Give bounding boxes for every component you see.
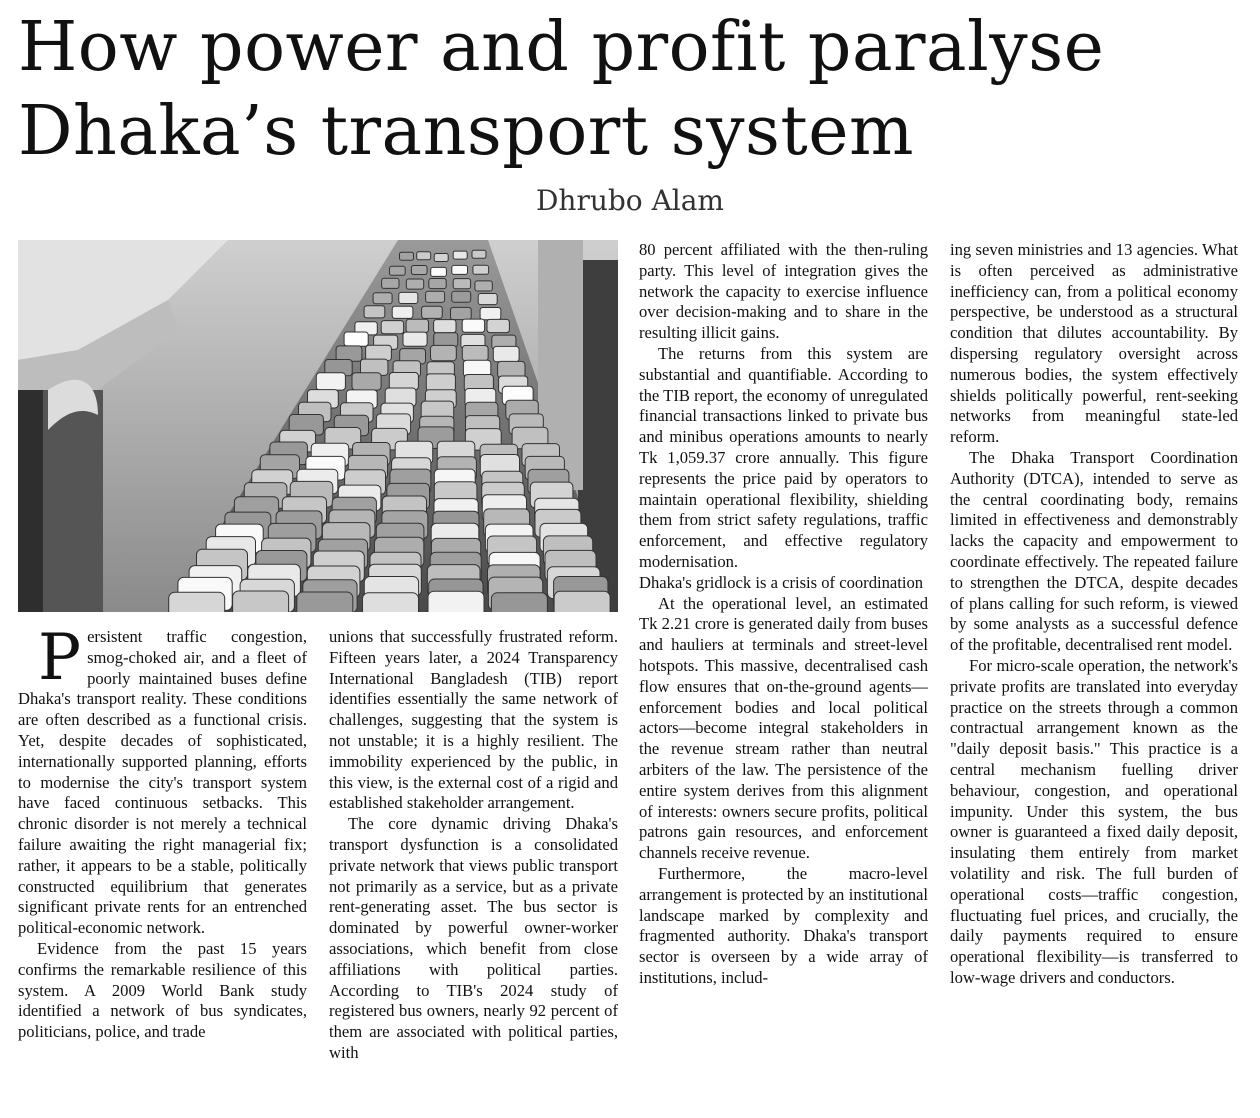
vehicle: [316, 373, 345, 390]
vehicle: [352, 373, 381, 390]
paragraph: The returns from this system are substantial and quantifiable. According to the TIB report, the economy of unregulated financial transactions linked to private bus and minibus operations amounts to nearly Tk 1,059.37 crore annually. This figure represents the price paid by operators to maintain operational flexibility, shielding them from strict safety regulations, traffic enforcement, and effective regulatory modernisation.: [639, 343, 928, 571]
drop-cap: P: [38, 621, 82, 695]
vehicle: [498, 361, 525, 377]
vehicle: [491, 593, 547, 612]
vehicle: [493, 346, 519, 361]
vehicle: [452, 265, 468, 274]
vehicle: [169, 592, 225, 612]
vehicle: [554, 591, 610, 612]
vehicle: [366, 345, 392, 360]
paragraph: The core dynamic driving Dhaka's transport dysfunction is a consolidated private network that views public transport not primarily as a service, but as a private rent-generating asset. The bus sector is dominated by powerful owner-worker associations, which benefit from close affiliations with political parties. According to TIB's 2024 study of registered bus owners, nearly 92 percent of them are associated with political parties, with: [329, 814, 618, 1062]
vehicle: [473, 265, 489, 274]
vehicle: [462, 319, 484, 332]
vehicle: [453, 279, 470, 289]
paragraph: Furthermore, the macro-level arrangement is protected by an institutional landscape marked by complexity and fragmented authority. Dhaka's transport sector is overseen by a wide array of institutions, includ-: [639, 863, 928, 987]
paragraph: unions that successfully frustrated reform. Fifteen years later, a 2024 Transparency International Bangladesh (TIB) report identifies essentially the same network of challenges, suggesting that the system is not unstable; it is a highly resilient. The immobility experienced by the public, in this view, is the external cost of a rigid and established stakeholder arrangement.: [329, 627, 618, 813]
vehicle: [406, 319, 428, 332]
vehicle: [399, 292, 418, 303]
vehicle: [392, 306, 413, 318]
vehicle: [344, 332, 368, 346]
column-1: [18, 621, 307, 1043]
vehicle: [336, 346, 362, 361]
paragraph: Persistent traffic congestion, smog-choked air, and a fleet of poorly maintained buses define Dhaka's transport reality. These conditions are often described as a functional crisis. Yet, despite decades of sophisticated, internationally supported planning, efforts to modernise the city's transport system have faced continuous setbacks. This chronic disorder is not merely a technical failure awaiting the right managerial fix; rather, it appears to be a stable, politically constructed equilibrium that generates significant private rents for an entrenched political-economic network.: [18, 621, 307, 938]
paragraph: At the operational level, an estimated Tk 2.21 crore is generated daily from buses and hauliers at terminals and street-level hotspots. This massive, decentralised cash flow ensures that on-the-ground agents—enforcement bodies and local political actors—become integral stakeholders in the revenue stream rather than neutral arbiters of the law. The persistence of the entire system derives from this alignment of interests: owners secure profits, political patrons gain resources, and enforcement channels receive revenue.: [639, 593, 928, 863]
vehicle: [478, 294, 497, 305]
vehicle: [382, 278, 399, 288]
column-2: [329, 627, 618, 1064]
vehicle: [400, 252, 414, 260]
vehicle: [434, 320, 456, 333]
paragraph: The Dhaka Transport Coordination Authority (DTCA), intended to serve as the central coordinating body, remains limited in effectiveness and demonstrably lacks the capacity and empowerment to coordinate effectively. The repeated failure to strengthen the DTCA, despite decades of plans calling for such reform, is viewed by some analysts as a successful defence of the profitable, decentralised rent model.: [950, 447, 1238, 655]
vehicle: [428, 591, 484, 612]
vehicle: [422, 306, 443, 318]
vehicle: [452, 291, 471, 302]
vehicle: [434, 254, 448, 262]
vehicle: [381, 321, 403, 334]
vehicle: [417, 252, 431, 260]
vehicle: [487, 319, 509, 332]
vehicle: [297, 592, 353, 612]
paragraph: 80 percent affiliated with the then-ruling party. This level of integration gives the network the capacity to exercise influence over decision-making and to share in the resulting illicit gains.: [639, 240, 928, 343]
vehicle: [406, 279, 423, 289]
column-3: [639, 240, 928, 989]
vehicle: [480, 308, 501, 320]
vehicle: [426, 374, 455, 391]
vehicle: [472, 250, 486, 258]
vehicle: [233, 591, 289, 612]
column-4: [950, 240, 1238, 989]
vehicle: [434, 333, 458, 347]
vehicle: [411, 266, 427, 275]
vehicle: [426, 291, 445, 302]
paragraph: Evidence from the past 15 years confirms the remarkable resilience of this system. A 2009 World Bank study identified a network of bus syndicates, politicians, police, and trade: [18, 938, 307, 1042]
paragraph: For micro-scale operation, the network's private profits are translated into everyday practice on the streets through a common contractual arrangement known as the "daily deposit basis." This practice is a central mechanism fuelling driver behaviour, congestion, and operational impunity. Under this system, the bus owner is guaranteed a fixed daily deposit, insulating them entirely from market volatility and risk. The full burden of operational costs—traffic congestion, fluctuating fuel prices, and crucially, the daily payments required to ensure operational flexibility—is transferred to low-wage drivers and conductors.: [950, 655, 1238, 987]
vehicle: [389, 373, 418, 390]
vehicle: [363, 593, 419, 612]
vehicle: [403, 332, 427, 346]
vehicle: [364, 306, 385, 318]
traffic-jam-photo: [18, 240, 618, 612]
vehicle: [429, 279, 446, 289]
vehicle: [431, 267, 447, 276]
vehicle: [462, 346, 488, 361]
vehicle: [373, 293, 392, 304]
vehicle: [475, 281, 492, 291]
vehicle: [431, 345, 457, 360]
vehicle: [390, 266, 406, 275]
vehicle: [451, 307, 472, 319]
headline: How power and profit paralyse Dhaka’s transport system: [18, 8, 1105, 171]
paragraph: ing seven ministries and 13 agencies. What is often perceived as administrative inefficiency can, from a political economy perspective, be understood as a structural condition that dilutes accountability. By dispersing regulatory oversight across numerous bodies, the system effectively shields politically powerful, rent-seeking networks from meaningful state-led reform.: [950, 240, 1238, 447]
subheading: Dhaka's gridlock is a crisis of coordination: [639, 572, 924, 592]
vehicle: [453, 251, 467, 259]
byline: Dhrubo Alam: [535, 184, 724, 217]
